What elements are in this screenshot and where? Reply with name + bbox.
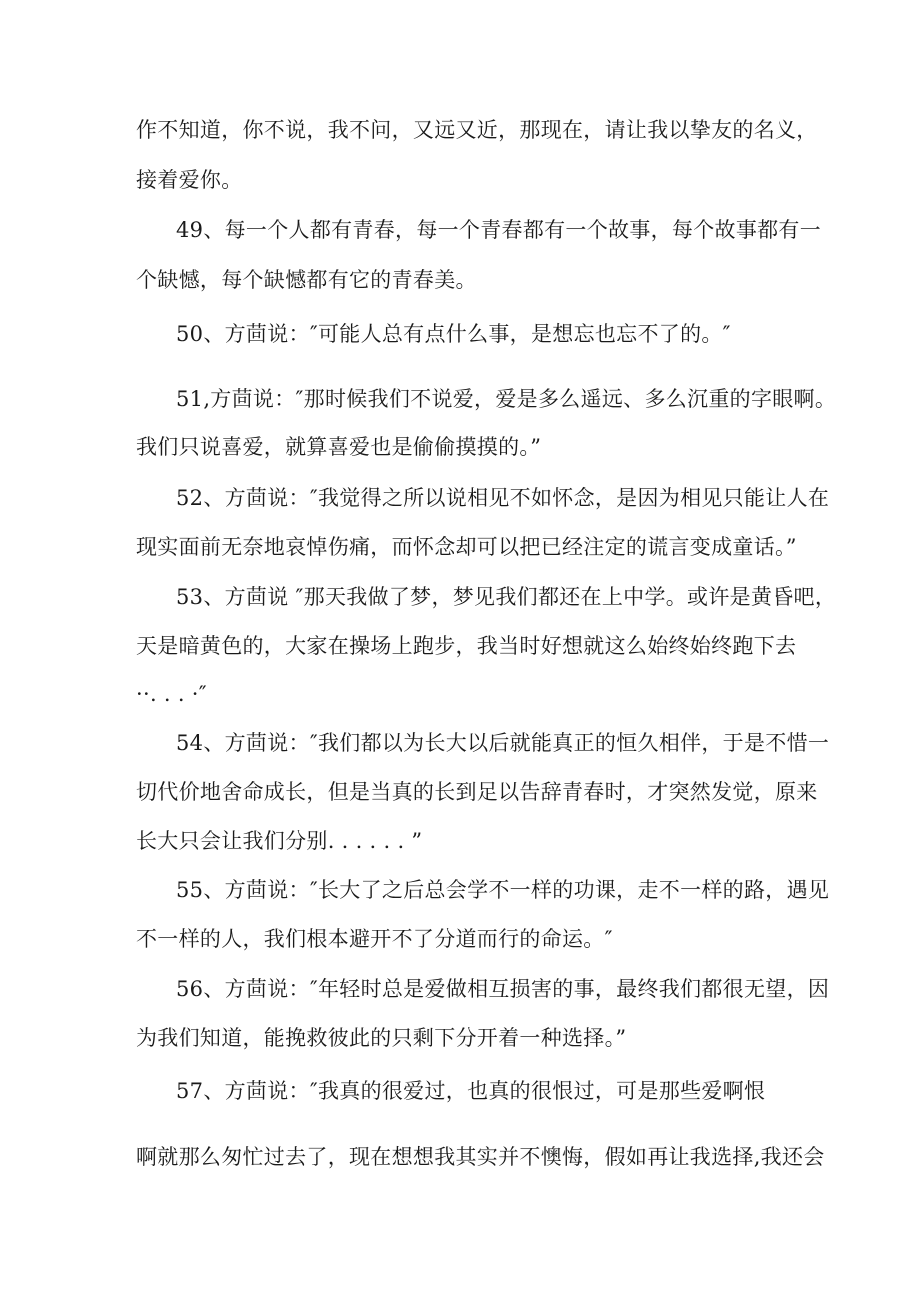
paragraph-50-line: 50、方茴说：″可能人总有点什么事，是想忘也忘不了的。″ <box>176 322 731 346</box>
text-line: 作不知道，你不说，我不问，又远又近，那现在，请让我以挚友的名义， <box>136 118 818 142</box>
text-line: 接着爱你。 <box>136 168 243 192</box>
paragraph-54-line: 54、方茴说：″我们都以为长大以后就能真正的恒久相伴，于是不惜一 <box>176 731 830 755</box>
paragraph-53-line: 53、方茴说 ″那天我做了梦，梦见我们都还在上中学。或许是黄昏吧， <box>176 585 837 609</box>
paragraph-51-line: 51,方茴说：″那时候我们不说爱，爱是多么遥远、多么沉重的字眼啊。 <box>176 387 837 411</box>
text-line: 为我们知道，能挽救彼此的只剩下分开着一种选择。” <box>136 1026 627 1050</box>
paragraph-49-line: 49、每一个人都有青春，每一个青春都有一个故事，每个故事都有一 <box>176 218 822 242</box>
paragraph-55-line: 55、方茴说：″长大了之后总会学不一样的功课，走不一样的路，遇见 <box>176 878 830 902</box>
paragraph-56-line: 56、方茴说：″年轻时总是爱做相互损害的事，最终我们都很无望，因 <box>176 977 830 1001</box>
text-line: ··. . . ·″ <box>136 682 207 706</box>
paragraph-52-line: 52、方茴说：″我觉得之所以说相见不如怀念，是因为相见只能让人在 <box>176 486 830 510</box>
text-line: 我们只说喜爱，就算喜爱也是偷偷摸摸的。” <box>136 435 542 459</box>
text-line: 啊就那么匆忙过去了，现在想想我其实并不懊悔，假如再让我选择,我还会 <box>136 1145 825 1169</box>
text-line: 天是暗黄色的，大家在操场上跑步，我当时好想就这么始终始终跑下去 <box>136 634 797 658</box>
text-line: 切代价地舍命成长，但是当真的长到足以告辞青春时，才突然发觉，原来 <box>136 780 818 804</box>
paragraph-57-line: 57、方茴说：″我真的很爱过，也真的很恨过，可是那些爱啊恨 <box>176 1079 766 1103</box>
text-line: 长大只会让我们分别. . . . . . ” <box>136 829 423 853</box>
text-line: 现实面前无奈地哀悼伤痛，而怀念却可以把已经注定的谎言变成童话。” <box>136 535 797 559</box>
text-line: 个缺憾，每个缺憾都有它的青春美。 <box>136 268 477 292</box>
text-line: 不一样的人，我们根本避开不了分道而行的命运。″ <box>136 927 613 951</box>
